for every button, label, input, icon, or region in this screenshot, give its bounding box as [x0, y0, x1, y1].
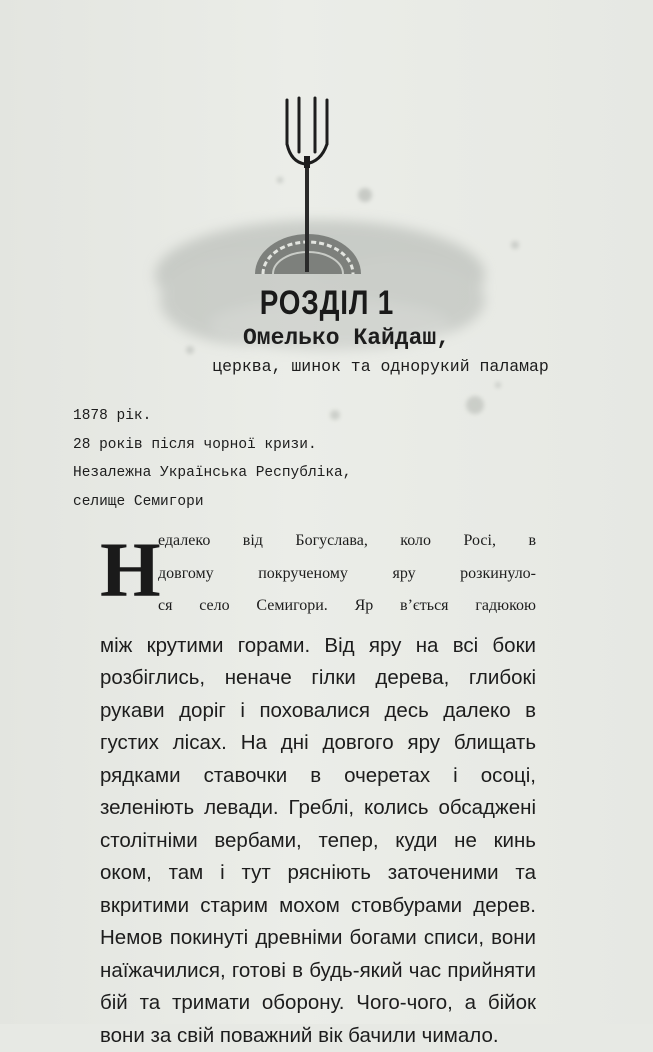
dateline-line: 28 років після чорної кризи.	[73, 431, 351, 460]
pitchfork-icon	[255, 96, 361, 274]
dateline-line: селище Семигори	[73, 488, 351, 517]
chapter-heading	[0, 283, 653, 323]
drop-cap-letter: Н	[100, 526, 161, 613]
dateline-line: 1878 рік.	[73, 402, 351, 431]
chapter-subtitle-secondary: церква, шинок та однорукий паламар	[54, 357, 653, 376]
chapter-subtitle: Омелько Кайдаш,	[20, 325, 653, 351]
chapter-title: РОЗДІЛ 1	[259, 283, 393, 323]
body-line: едалеко від Богуслава, коло Росі, в	[100, 532, 536, 565]
dateline	[73, 402, 351, 516]
body-line: довгому покрученому яру розкинуло-	[100, 565, 536, 598]
body-text	[100, 532, 536, 1052]
body-paragraph: між крутими горами. Від яру на всі боки розбіглись, неначе гілки дерева, глибокі рукави доріг і поховалися десь далеко в густих лісах. На дні довгого яру блищать рядками ставочки в очеретах і осоці, зеленіють левади. Греблі, колись обсаджені столітніми вербами, тепер, куди не кинь оком, там і тут рясніють заточеними та вкритими старим мохом стовбурами дерев. Немов покинуті древніми богами списи, вони наїжачилися, готові в будь-який час прийняти бій та тримати оборону. Чого-чого, а бійок вони за свій поважний вік бачили чимало.	[100, 630, 536, 1052]
dateline-line: Незалежна Українська Республіка,	[73, 459, 351, 488]
body-line: ся село Семигори. Яр в’ється гадюкою	[100, 597, 536, 630]
